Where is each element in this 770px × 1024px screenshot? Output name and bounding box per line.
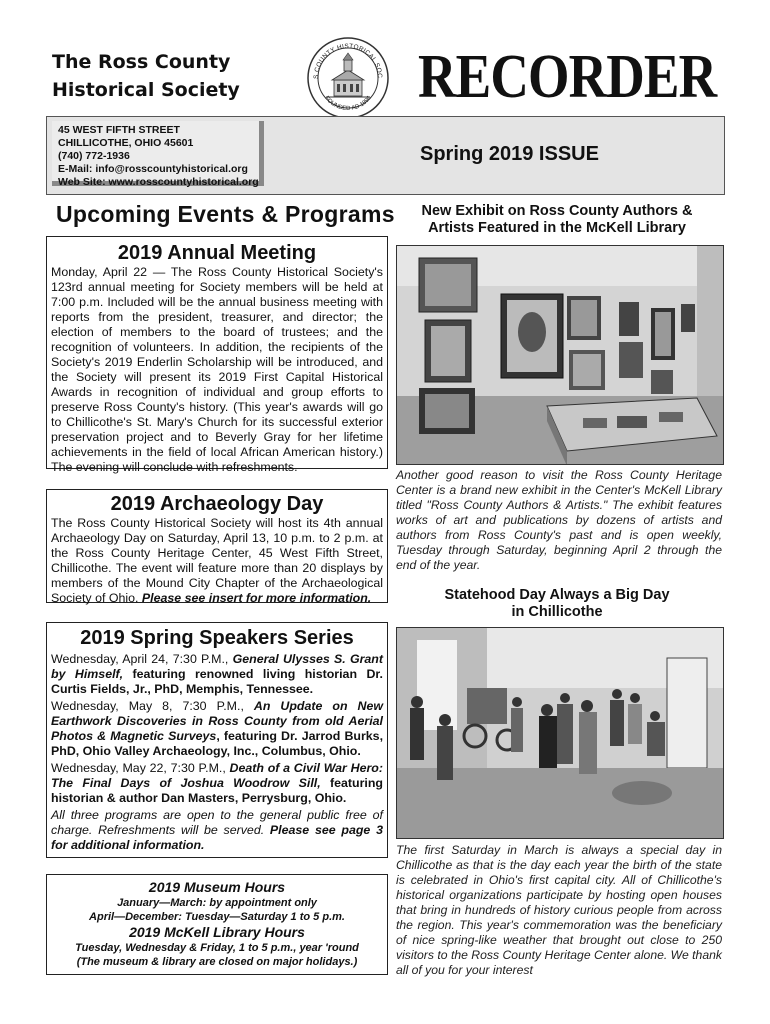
archaeology-day-box (46, 489, 388, 603)
library-hours-line1: Tuesday, Wednesday & Friday, 1 to 5 p.m., year 'round (75, 942, 359, 954)
speaker-talk-2 (51, 699, 383, 759)
address-street: 45 WEST FIFTH STREET (58, 124, 180, 136)
archaeology-insert-note: Please see insert for more information. (141, 591, 372, 605)
talk-3-topic: Death of a Civil War Hero: The Final Days of Joshua Woodrow Sill, (51, 761, 383, 790)
talk-1-speaker: featuring renowned living historian Dr. Curtis Fields, Jr., PhD, Memphis, Tennessee. (51, 667, 383, 696)
talk-2-topic: An Update on New Earthwork Discoveries in Ross County from old Aerial Photos & Magnetic Surveys (51, 699, 384, 743)
statehood-photo (396, 627, 724, 839)
address-web: Web Site: www.rosscountyhistorical.org (58, 176, 259, 188)
speakers-note (51, 808, 383, 853)
exhibit-photo (396, 245, 724, 465)
talk-1-when: Wednesday, April 24, 7:30 P.M., (51, 652, 233, 666)
museum-hours-line1: January—March: by appointment only (117, 897, 317, 909)
publication-title: RECORDER (418, 43, 717, 111)
svg-text:ROSS COUNTY HISTORICAL SOCIETY: S COUNTY HISTORICAL SOC (312, 42, 384, 80)
exhibit-caption: Another good reason to visit the Ross County Heritage Center is a brand new exhibit in the Center's McKell Library titled "Ross County Authors & Artists." The exhibit features works of art and publications by dozens of artists and authors from Ross County's past and is open weekly, Tuesday through Saturday, beginning April 2 through the end of the year. (396, 468, 722, 572)
speakers-note-text: All three programs are open to the general public free of charge. Refreshments will be served. (51, 808, 383, 837)
society-name-line2: Historical Society (52, 79, 240, 101)
speakers-series-title: 2019 Spring Speakers Series (80, 627, 354, 649)
society-seal-logo (306, 36, 390, 120)
speakers-series-box (46, 622, 388, 858)
talk-3-when: Wednesday, May 22, 7:30 P.M., (51, 761, 230, 775)
speaker-talk-3 (51, 761, 383, 806)
address-box (52, 121, 264, 186)
statehood-caption: The first Saturday in March is always a special day in Chillicothe as that is the day each year the birth of the state is celebrated in Ohio's first capital city. All of Chillicothe's historical organizations participate by hosting open houses that bring in hundreds of history curious people from across the region. This year's commemoration was the beneficiary of nice spring-like weather that brought out close to 250 visitors to the Ross County Heritage Center alone. We thank all of you for your interest (396, 843, 722, 977)
address-phone: (740) 772-1936 (58, 150, 130, 162)
museum-hours-title: 2019 Museum Hours (148, 879, 286, 895)
statehood-heading (398, 587, 716, 621)
talk-2-speaker: , featuring Dr. Jarrod Burks, PhD, Ohio Valley Archaeology, Inc., Columbus, Ohio. (51, 729, 384, 758)
svg-text:FOUNDED AD 1896: FOUNDED AD 1896 (323, 95, 373, 113)
library-hours-title: 2019 McKell Library Hours (129, 924, 305, 940)
archaeology-day-title: 2019 Archaeology Day (110, 493, 324, 515)
archaeology-day-text: The Ross County Historical Society will host its 4th annual Archaeology Day on Saturday, April 13, 10 p.m. to 2 p.m. at the Ross County Heritage Center, 45 West Fifth Street, Chillicothe. The event will feature more than 20 displays by members of the Mound City Chapter of the Archaeological Society of Ohio. (51, 516, 383, 605)
annual-meeting-title: 2019 Annual Meeting (117, 242, 317, 264)
hours-box (46, 874, 388, 975)
statehood-heading-line2: in Chillicothe (511, 604, 603, 620)
talk-3-speaker: featuring historian & author Dan Masters, Perrysburg, Ohio. (51, 776, 383, 805)
annual-meeting-box (46, 236, 388, 474)
museum-hours-line2: April—December: Tuesday—Saturday 1 to 5 p.m. (89, 911, 345, 923)
issue-label: Spring 2019 ISSUE (420, 143, 599, 165)
talk-2-when: Wednesday, May 8, 7:30 P.M., (51, 699, 254, 713)
exhibit-heading: New Exhibit on Ross County Authors & Artists Featured in the McKell Library (421, 203, 693, 236)
speaker-talk-1 (51, 652, 383, 697)
talk-1-topic: General Ulysses S. Grant by Himself, (51, 652, 383, 681)
events-heading: Upcoming Events & Programs (56, 201, 395, 227)
annual-meeting-body: Monday, April 22 — The Ross County Historical Society's 123rd annual meeting for Society members will be held at 7:00 p.m. Included will be the annual business meeting with reports from the president, treasurer, and director; the election of members to the board of trustees; and the recognition of volunteers. In addition, the recipients of the Society's 2019 Enderlin Scholarship will be introduced, and the Society will present its 2019 First Capital Historical Awards in recognition of individual and group efforts to preserve Ross County's history. (This year's awards will go to Chillicothe's St. Mary's Church for its successful exterior preservation project and to Beverly Gray for her lifetime achievements in the field of local African American history.) The evening will conclude with refreshments. (51, 265, 383, 474)
archaeology-day-body (51, 516, 383, 606)
library-hours-line2: (The museum & library are closed on major holidays.) (76, 956, 358, 968)
speakers-series-body (51, 652, 383, 853)
society-name (52, 48, 252, 104)
address-email: E-Mail: info@rosscountyhistorical.org (58, 163, 248, 175)
speakers-note-bold: Please see page 3 for additional information. (51, 823, 383, 852)
statehood-heading-line1: Statehood Day Always a Big Day (444, 587, 670, 603)
address-city: CHILLICOTHE, OHIO 45601 (58, 137, 194, 149)
society-name-line1: The Ross County (52, 51, 231, 73)
